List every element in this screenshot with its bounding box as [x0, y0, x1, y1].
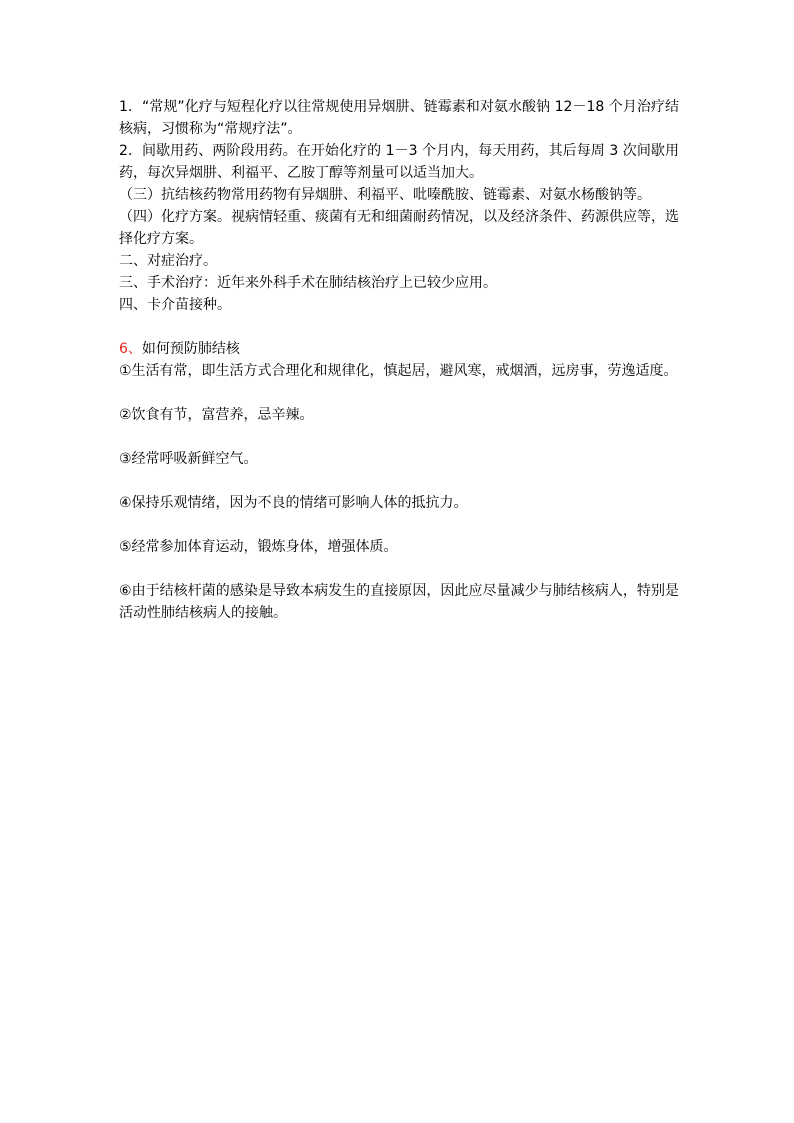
prevention-item-4: ④保持乐观情绪，因为不良的情绪可影响人体的抵抗力。	[119, 495, 468, 511]
prevention-item-1: ①生活有常，即生活方式合理化和规律化，慎起居，避风寒，戒烟酒，远房事，劳逸适度。	[119, 363, 678, 379]
document-body	[119, 96, 679, 624]
treatment-item-6: 三、手术治疗：近年来外科手术在肺结核治疗上已较少应用。	[119, 275, 497, 291]
prevention-item-6: ⑥由于结核杆菌的感染是导致本病发生的直接原因，因此应尽量减少与肺结核病人，特别是活动性肺结核病人的接触。	[119, 583, 679, 621]
prevention-heading-number: 6、	[119, 341, 142, 357]
treatment-item-3: （三）抗结核药物常用药物有异烟肼、利福平、吡嗪酰胺、链霉素、对氨水杨酸钠等。	[119, 187, 651, 203]
prevention-heading	[119, 338, 679, 360]
prevention-item-3: ③经常呼吸新鲜空气。	[119, 451, 258, 467]
treatment-item-7: 四、卡介苗接种。	[119, 297, 231, 313]
prevention-item-2: ②饮食有节，富营养，忌辛辣。	[119, 407, 314, 423]
prevention-heading-text: 如何预防肺结核	[141, 341, 240, 357]
treatment-item-2: 2．间歇用药、两阶段用药。在开始化疗的 1－3 个月内，每天用药，其后每周 3 次间歇用药，每次异烟肼、利福平、乙胺丁醇等剂量可以适当加大。	[119, 143, 679, 181]
treatment-item-5: 二、对症治疗。	[119, 253, 217, 269]
treatment-item-4: （四）化疗方案。视病情轻重、痰菌有无和细菌耐药情况，以及经济条件、药源供应等，选择化疗方案。	[119, 209, 679, 247]
treatment-item-1: 1．“常规”化疗与短程化疗以往常规使用异烟肼、链霉素和对氨水酸钠 12－18 个月治疗结核病，习惯称为“常规疗法”。	[119, 99, 679, 137]
prevention-item-5: ⑤经常参加体育运动，锻炼身体，增强体质。	[119, 539, 398, 555]
